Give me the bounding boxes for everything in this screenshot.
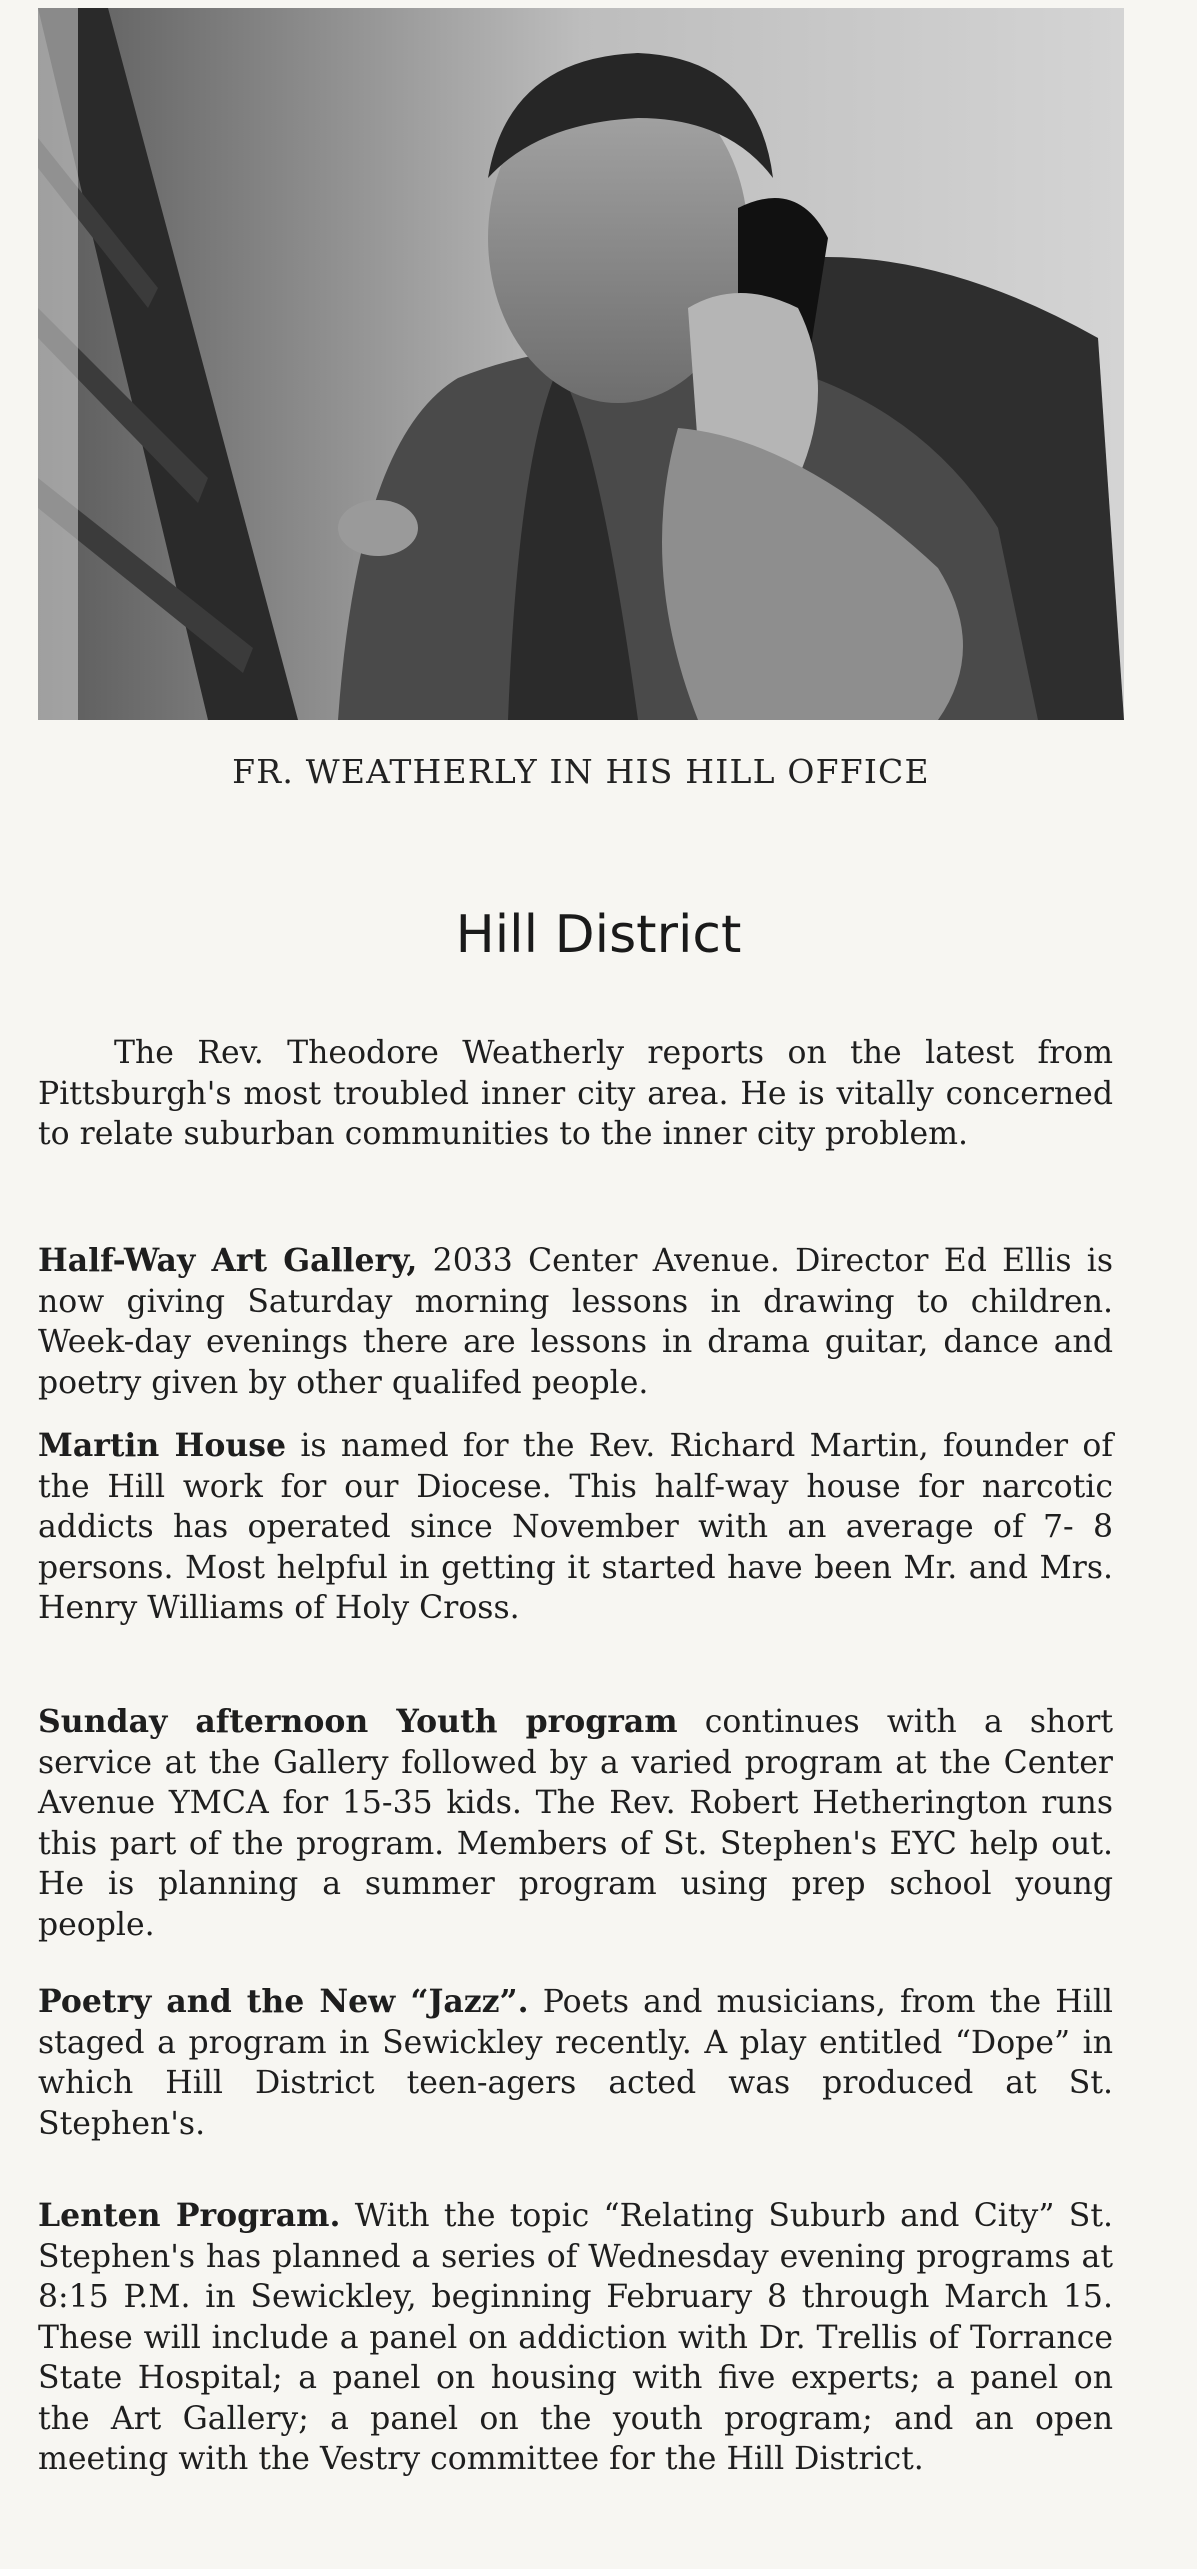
section-text: Poets and musicians, from the Hill staged a program in Sewickley recently. A play entitled “Dope” in which Hill District teen-agers acted was produced at St. Stephen's.: [38, 1984, 1113, 2142]
intro-paragraph: The Rev. Theodore Weatherly reports on the latest from Pittsburgh's most troubled inner city area. He is vitally concerned to relate suburban communities to the inner city problem.: [38, 1035, 1113, 1152]
section-martin-house: [38, 1426, 1113, 1629]
section-lead: Martin House: [38, 1427, 287, 1464]
telephone-photo-illustration: [38, 8, 1124, 720]
section-lead: Half-Way Art Gallery,: [38, 1242, 418, 1279]
section-text: is named for the Rev. Richard Martin, founder of the Hill work for our Diocese. This half-way house for narcotic addicts has operated since November with an average of 7- 8 persons. Most helpful in getting it started have been Mr. and Mrs. Henry Williams of Holy Cross.: [38, 1428, 1113, 1626]
article-heading: Hill District: [455, 905, 742, 965]
office-photo: [38, 8, 1124, 720]
section-lead: Lenten Program.: [38, 2197, 341, 2234]
section-half-way-art-gallery: [38, 1241, 1113, 1403]
section-lenten-program: [38, 2196, 1113, 2480]
section-lead: Sunday afternoon Youth program: [38, 1703, 678, 1740]
section-text: With the topic “Relating Suburb and City” St. Stephen's has planned a series of Wednesday evening programs at 8:15 P.M. in Sewickley, beginning February 8 through March 15. These will include a panel on addiction with Dr. Trellis of Torrance State Hospital; a panel on housing with five experts; a panel on the Art Gallery; a panel on the youth program; and an open meeting with the Vestry committee for the Hill District.: [38, 2198, 1113, 2477]
photo-caption: FR. WEATHERLY IN HIS HILL OFFICE: [232, 752, 930, 791]
section-text: continues with a short service at the Gallery followed by a varied program at the Center Avenue YMCA for 15-35 kids. The Rev. Robert Hetherington runs this part of the program. Members of St. Stephen's EYC help out. He is planning a summer program using prep school young people.: [38, 1704, 1113, 1943]
section-text: 2033 Center Avenue. Director Ed Ellis is now giving Saturday morning lessons in drawing to children. Week-day evenings there are lessons in drama guitar, dance and poetry given by other qualifed people.: [38, 1243, 1113, 1401]
section-youth-program: [38, 1702, 1113, 1945]
section-poetry-jazz: [38, 1982, 1113, 2144]
section-lead: Poetry and the New “Jazz”.: [38, 1983, 529, 2020]
